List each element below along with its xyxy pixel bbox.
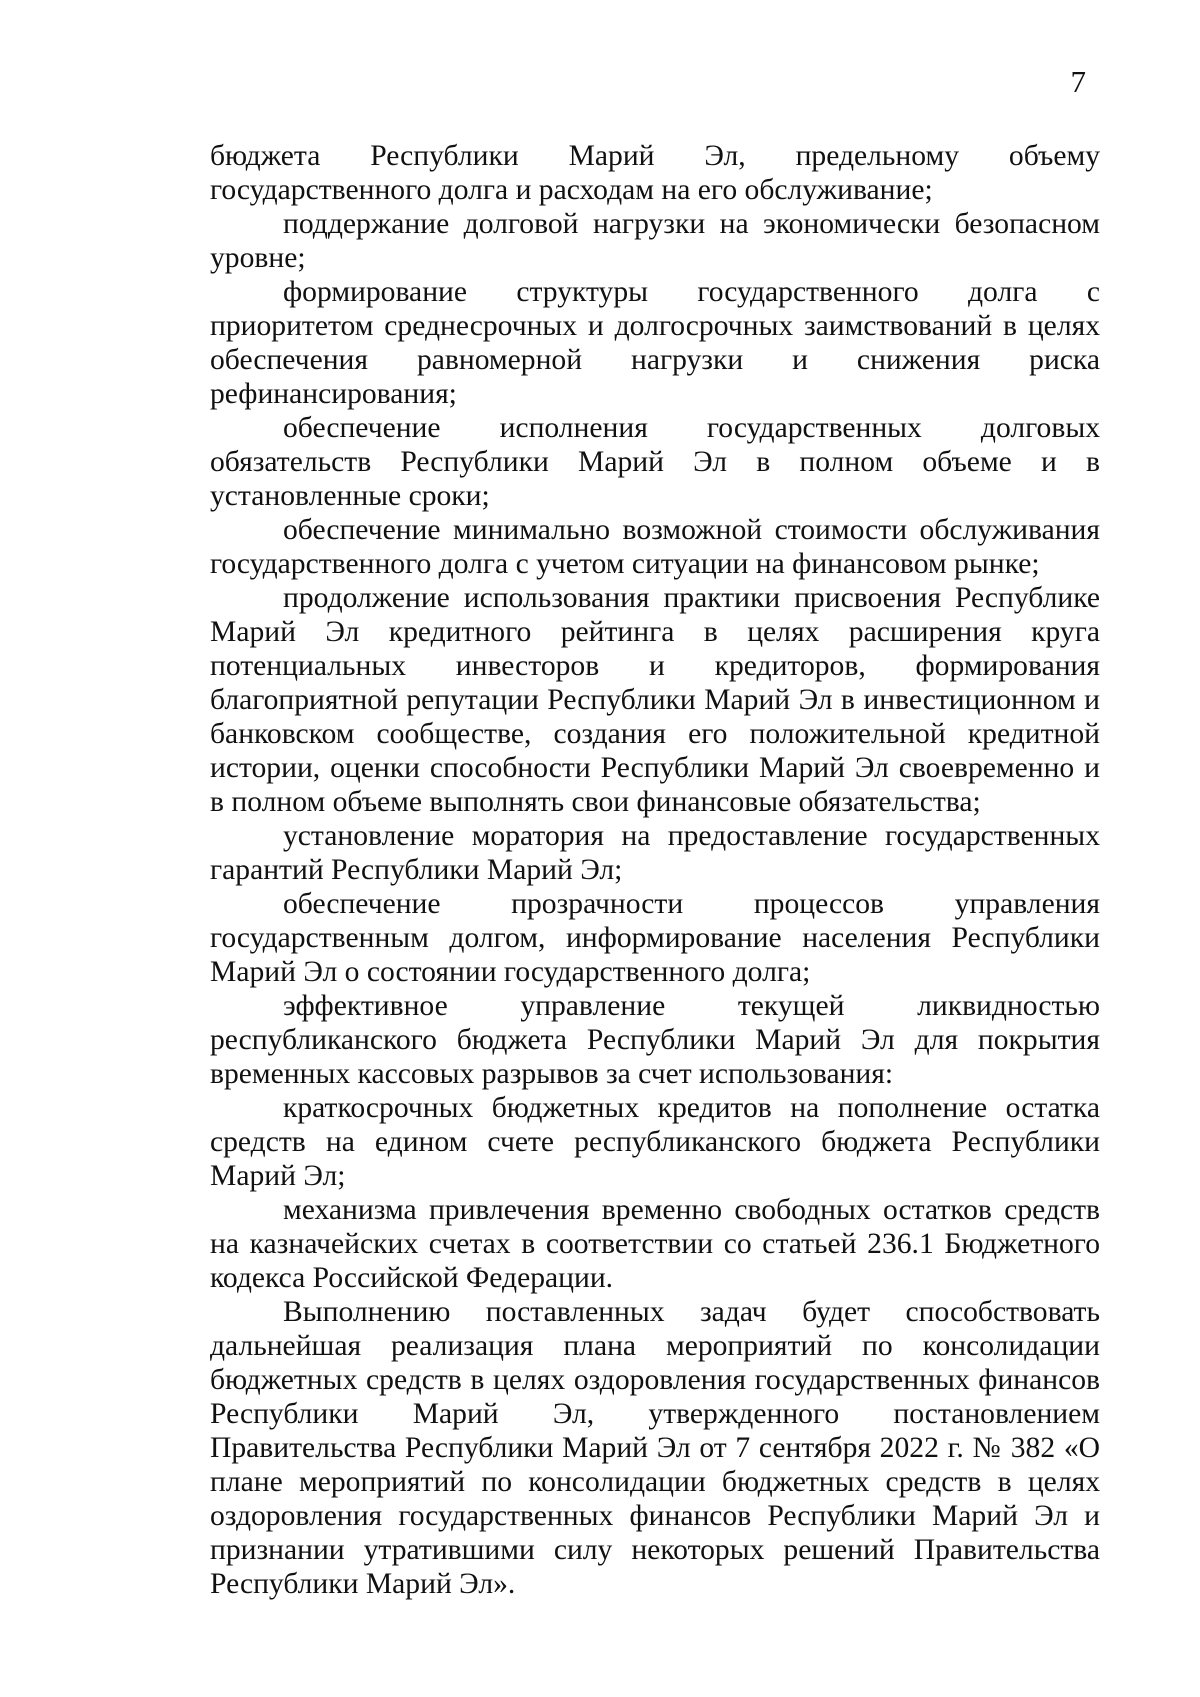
paragraph: поддержание долговой нагрузки на экономически безопасном уровне; [210,208,1100,274]
paragraph: Выполнению поставленных задач будет способствовать дальнейшая реализация плана мероприятий по консолидации бюджетных средств в целях оздоровления государственных финансов Республики Марий Эл, утвержденного постановлением Правительства Республики Марий Эл от 7 сентября 2022 г. № 382 «О плане мероприятий по консолидации бюджетных средств в целях оздоровления государственных финансов Республики Марий Эл и признании утратившими силу некоторых решений Правительства Республики Марий Эл». [210,1296,1100,1600]
paragraph: установление моратория на предоставление государственных гарантий Республики Марий Эл; [210,820,1100,886]
paragraph: механизма привлечения временно свободных остатков средств на казначейских счетах в соответствии со статьей 236.1 Бюджетного кодекса Российской Федерации. [210,1194,1100,1294]
paragraph: продолжение использования практики присвоения Республике Марий Эл кредитного рейтинга в целях расширения круга потенциальных инвесторов и кредиторов, формирования благоприятной репутации Республики Марий Эл в инвестиционном и банковском сообществе, создания его положительной кредитной истории, оценки способности Республики Марий Эл своевременно и в полном объеме выполнять свои финансовые обязательства; [210,582,1100,818]
page-number: 7 [1070,64,1086,99]
document-body [210,139,1100,1601]
paragraph: обеспечение минимально возможной стоимости обслуживания государственного долга с учетом ситуации на финансовом рынке; [210,514,1100,580]
paragraph: краткосрочных бюджетных кредитов на пополнение остатка средств на едином счете республиканского бюджета Республики Марий Эл; [210,1092,1100,1192]
paragraph: обеспечение исполнения государственных долговых обязательств Республики Марий Эл в полном объеме и в установленные сроки; [210,412,1100,512]
paragraph: бюджета Республики Марий Эл, предельному объему государственного долга и расходам на его обслуживание; [210,140,1100,206]
paragraph: обеспечение прозрачности процессов управления государственным долгом, информирование населения Республики Марий Эл о состоянии государственного долга; [210,888,1100,988]
paragraph: формирование структуры государственного долга с приоритетом среднесрочных и долгосрочных заимствований в целях обеспечения равномерной нагрузки и снижения риска рефинансирования; [210,276,1100,410]
paragraph: эффективное управление текущей ликвидностью республиканского бюджета Республики Марий Эл для покрытия временных кассовых разрывов за счет использования: [210,990,1100,1090]
